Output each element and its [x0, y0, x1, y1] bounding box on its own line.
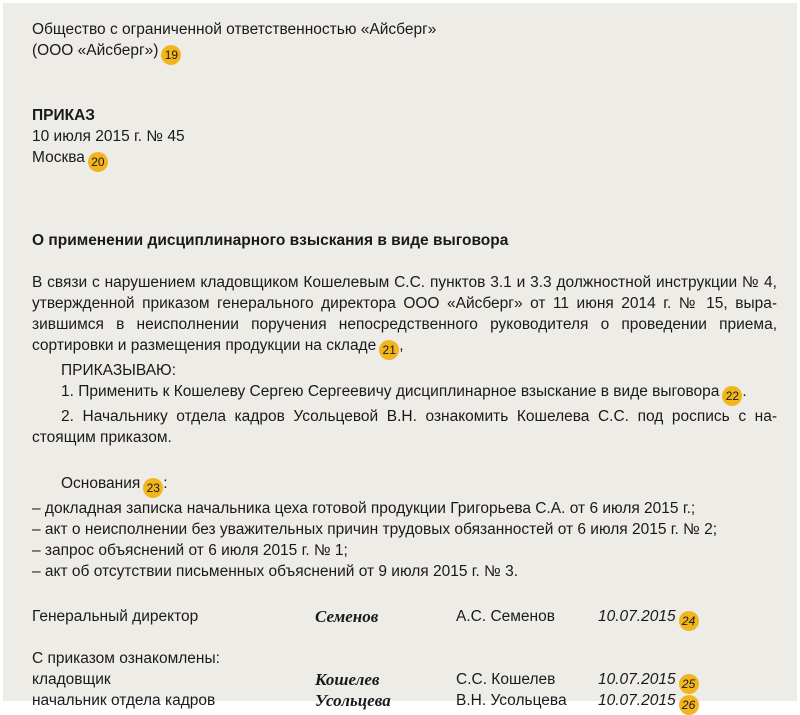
signer-name: А.С. Семенов [456, 608, 555, 625]
signature-date: 10.07.2015 [598, 692, 676, 709]
signature-date: 10.07.2015 [598, 671, 676, 688]
signature-row-storekeeper [32, 669, 777, 690]
grounds-label: Основания [61, 475, 141, 492]
document-content [32, 19, 777, 711]
order-title: О применении дисциплинарного взыскания в виде выговора [32, 232, 509, 249]
signature-handwritten: Семенов [315, 607, 379, 626]
grounds-label-line: Основания 23 : [32, 473, 777, 498]
order-item-1: 1. Применить к Кошелеву Сергею Сергеевичу дисциплинарное взыскание в виде выговора 22 . [32, 381, 777, 406]
signature-date-cell [598, 690, 699, 715]
para1-last-text: сортировки и размещения продукции на складе [32, 337, 377, 354]
signature-row-hr-head [32, 690, 777, 711]
doc-date-number: 10 июля 2015 г. № 45 [32, 128, 185, 145]
doc-city-line [32, 147, 777, 172]
signature-date-cell [598, 606, 699, 631]
org-short-name: (ООО «Айсберг») [32, 42, 159, 59]
footnote-badge-23: 23 [143, 478, 163, 498]
org-name-line1: Общество с ограниченной ответственностью «Айсберг» [32, 21, 437, 38]
grounds-item: – акт об отсутствии письменных объяснений от 9 июля 2015 г. № 3. [32, 563, 519, 580]
para1-line2: утвержденной приказом генерального директора ООО «Айсберг» от 11 июня 2014 г. № 15, выра- [32, 295, 777, 312]
doc-city: Москва [32, 149, 85, 166]
para1-line4: сортировки и размещения продукции на складе 21 , [32, 335, 777, 360]
signature-handwritten: Усольцева [315, 691, 391, 710]
signature-date: 10.07.2015 [598, 608, 676, 625]
signature-handwritten: Кошелев [315, 670, 380, 689]
footnote-badge-26: 26 [679, 695, 699, 715]
para1-line3: зившимся в неисполнении поручения непосредственного руководителя о проведении приема, [32, 316, 777, 333]
order-item-1-text: 1. Применить к Кошелеву Сергею Сергеевичу дисциплинарное взыскание в виде выговора [61, 383, 720, 400]
document-sheet [3, 3, 797, 712]
signer-position: кладовщик [32, 671, 111, 688]
signer-name: В.Н. Усольцева [456, 692, 567, 709]
grounds-item: – запрос объяснений от 6 июля 2015 г. № 1; [32, 542, 348, 559]
grounds-item: – докладная записка начальника цеха готовой продукции Григорьева С.А. от 6 июля 2015 г.; [32, 500, 696, 517]
grounds-item: – акт о неисполнении без уважительных причин трудовых обязанностей от 6 июля 2015 г. № 2; [32, 521, 718, 538]
signer-name: С.С. Кошелев [456, 671, 556, 688]
signature-row-director [32, 606, 777, 627]
signer-position: Генеральный директор [32, 608, 199, 625]
acquainted-label: С приказом ознакомлены: [32, 650, 220, 667]
order-word: ПРИКАЗЫВАЮ: [61, 362, 177, 379]
doc-type: ПРИКАЗ [32, 107, 95, 124]
org-name-line2 [32, 40, 777, 65]
footnote-badge-21: 21 [379, 340, 399, 360]
order-item-2-line1: 2. Начальнику отдела кадров Усольцевой В.Н. ознакомить Кошелева С.С. под роспись с на- [61, 408, 777, 425]
signer-position: начальник отдела кадров [32, 692, 216, 709]
order-item-2-line2: стоящим приказом. [32, 429, 172, 446]
para1-line1: В связи с нарушением кладовщиком Кошелевым С.С. пунктов 3.1 и 3.3 должностной инструкции № 4, [32, 274, 777, 291]
footnote-badge-19: 19 [161, 45, 181, 65]
footnote-badge-24: 24 [679, 611, 699, 631]
footnote-badge-20: 20 [88, 152, 108, 172]
footnote-badge-22: 22 [722, 386, 742, 406]
footnote-badge-25: 25 [679, 674, 699, 694]
